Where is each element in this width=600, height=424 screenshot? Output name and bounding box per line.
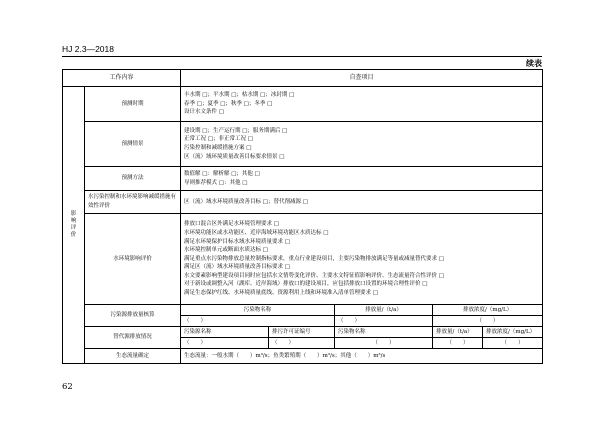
standard-code: HJ 2.3—2018 <box>62 44 114 54</box>
table-row <box>63 191 543 214</box>
row-items: 丰水期 □；平水期 □；枯水期 □；冰封期 □ 春季 □；夏季 □；秋季 □；冬季 □ 设计水文条件 □ <box>181 87 543 122</box>
row-items: 数值解 □：解析解 □；其他 □ 导则推荐模式 □：其他 □ <box>181 167 543 191</box>
header-content: 工作内容 <box>63 70 181 87</box>
value-cell: （ ） <box>269 338 335 349</box>
table-row <box>63 305 543 316</box>
col-discharge-amount: 排放量/（t/a） <box>433 327 483 338</box>
row-items: 生态流量：一般水期（ ）m³/s；鱼类繁殖期（ ）m³/s；其他（ ）m³/s <box>181 349 543 364</box>
row-label: 替代源排放情况 <box>85 327 181 349</box>
value-cell: （ ） <box>335 316 433 327</box>
col-source-name: 污染源名称 <box>181 327 269 338</box>
row-label: 水污染控制和水环境影响减缓措施有效性评价 <box>85 191 181 214</box>
col-discharge-conc: 排放浓度/（mg/L） <box>433 305 543 316</box>
row-label: 预测情景 <box>85 122 181 167</box>
row-label: 污染源排放量核算 <box>85 305 181 327</box>
col-pollutant-name: 污染物名称 <box>181 305 335 316</box>
row-label: 预测方法 <box>85 167 181 191</box>
row-label: 生态流量确定 <box>85 349 181 364</box>
col-discharge-conc: 排放浓度/（mg/L） <box>483 327 543 338</box>
header-items: 自查项目 <box>181 70 543 87</box>
value-cell: （ ） <box>181 338 269 349</box>
table-row <box>63 214 543 305</box>
col-discharge-amount: 排放量/（t/a） <box>335 305 433 316</box>
table-row <box>63 87 543 122</box>
value-cell: （ ） <box>181 316 335 327</box>
table-header-row <box>63 70 543 87</box>
value-cell: （ ） <box>433 316 543 327</box>
continued-label: 续表 <box>526 58 542 68</box>
value-cell: （ ） <box>483 338 543 349</box>
header-rule <box>62 56 542 57</box>
page-number: 62 <box>62 382 73 392</box>
col-pollutant-name: 污染物名称 <box>335 327 433 338</box>
table-row <box>63 327 543 338</box>
row-items: 排放口混合区外满足水环境管理要求 □ 水环境功能区或水功能区、近岸海域环境功能区水质达标 □ 满足水环境保护目标水域水环境质量要求 □ 水环境控制单元或断面水质达标 □ 满足重点水污染物排放总量控制指标要求，重点行业建设项目，主要污染物排放满足等量或减量替代要求 □ 满足区（流）域水环境质量改善目标要求 □ 水文要素影响型建设项目同时应包括水文情势变化评价、主要水文特征值影响评价、生态流量符合性评价 □ 对于新设或调整入河（湖库、近岸海域）排放口的建设项目，应包括排放口设置的环境合理性评价 □ 满足生态保护红线、水环境质量底线、资源利用上线和环境准入清单管理要求 □ <box>181 214 543 305</box>
table-row <box>63 122 543 167</box>
value-cell: （ ） <box>433 338 483 349</box>
row-items: 建设期 □；生产运行期 □；服务期满后 □ 正常工况 □；非正常工况 □ 污染控制和减缓措施方案 □ 区（流）域环境质量改善目标要求情景 □ <box>181 122 543 167</box>
row-label: 预测时期 <box>85 87 181 122</box>
self-check-table <box>62 69 543 364</box>
col-permit-no: 排污许可证编号 <box>269 327 335 338</box>
value-cell: （ ） <box>335 338 433 349</box>
row-label: 水环境影响评价 <box>85 214 181 305</box>
row-items: 区（流）域水环境质量改善目标 □；替代削减源 □ <box>181 191 543 214</box>
side-label: 影 响 评 价 <box>63 87 85 364</box>
table-row <box>63 349 543 364</box>
table-row <box>63 167 543 191</box>
